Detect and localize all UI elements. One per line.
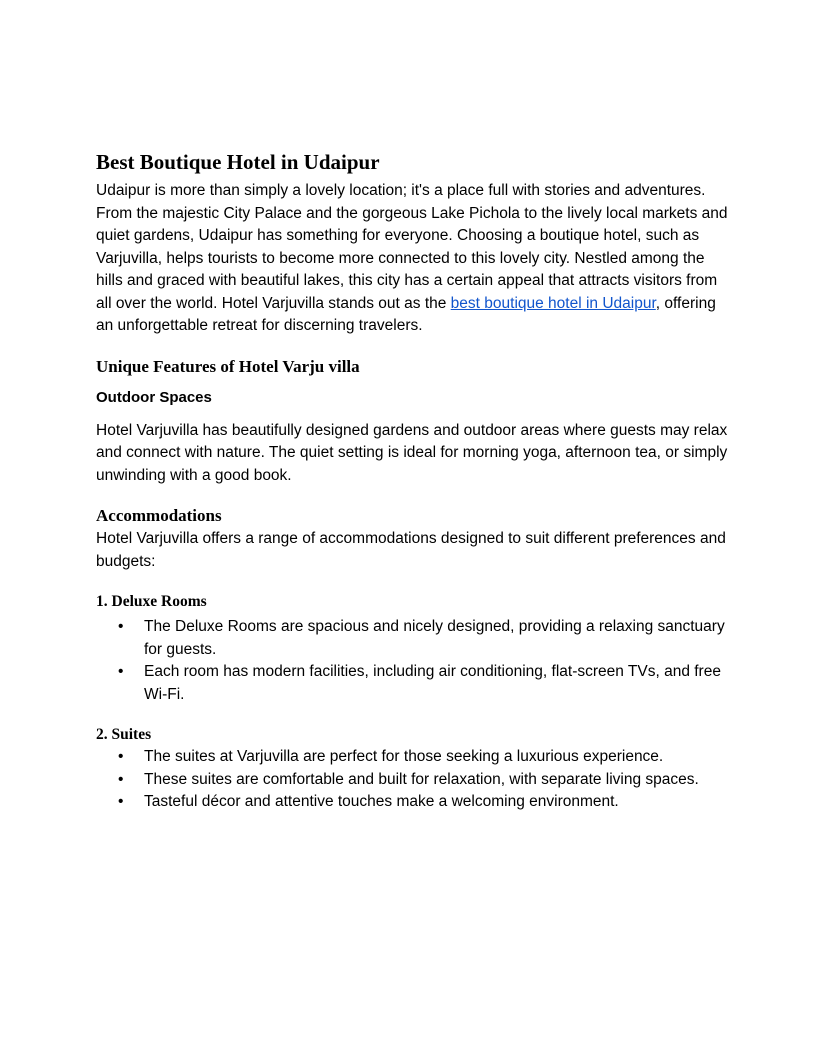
list-item-text: The Deluxe Rooms are spacious and nicely designed, providing a relaxing sanctuary for guests. <box>144 618 725 658</box>
list-item-text: Each room has modern facilities, including air conditioning, flat-screen TVs, and free Wi-Fi. <box>144 663 721 703</box>
intro-paragraph <box>96 180 728 338</box>
intro-text-after-link: , offering an unforgettable retreat for discerning travelers. <box>96 294 716 334</box>
bullet-icon: • <box>118 748 124 765</box>
document-page <box>96 148 728 814</box>
list-item <box>96 791 728 814</box>
boutique-hotel-link[interactable]: best boutique hotel in Udaipur <box>450 294 656 312</box>
list-item-text: Tasteful décor and attentive touches make a welcoming environment. <box>144 793 619 810</box>
outdoor-spaces-heading: Outdoor Spaces <box>96 388 212 406</box>
features-heading: Unique Features of Hotel Varju villa <box>96 356 360 376</box>
list-item <box>96 769 728 792</box>
deluxe-rooms-heading: 1. Deluxe Rooms <box>96 593 207 610</box>
bullet-icon: • <box>118 793 124 810</box>
bullet-icon: • <box>118 770 124 788</box>
list-item <box>96 746 728 769</box>
list-item-text: These suites are comfortable and built for relaxation, with separate living spaces. <box>144 770 699 788</box>
bullet-icon: • <box>118 663 124 680</box>
deluxe-rooms-list <box>96 616 728 706</box>
accommodations-paragraph: Hotel Varjuvilla offers a range of accommodations designed to suit different preferences and budgets: <box>96 530 726 570</box>
outdoor-spaces-paragraph: Hotel Varjuvilla has beautifully designed gardens and outdoor areas where guests may relax and connect with nature. The quiet setting is ideal for morning yoga, afternoon tea, or simply unwinding with a good book. <box>96 421 728 484</box>
accommodations-heading: Accommodations <box>96 506 222 525</box>
suites-list <box>96 746 728 814</box>
list-item <box>96 616 728 661</box>
list-item <box>96 661 728 706</box>
page-title: Best Boutique Hotel in Udaipur <box>96 150 380 174</box>
bullet-icon: • <box>118 618 124 635</box>
intro-text-before-link: Udaipur is more than simply a lovely location; it's a place full with stories and adventures. From the majestic City Palace and the gorgeous Lake Pichola to the lively local markets and quiet gardens, Udaipur has something for everyone. Choosing a boutique hotel, such as Varjuvilla, helps tourists to become more connected to this lovely city. Nestled among the hills and graced with beautiful lakes, this city has a certain appeal that attracts visitors from all over the world. Hotel Varjuvilla stands out as the <box>96 182 728 312</box>
list-item-text: The suites at Varjuvilla are perfect for those seeking a luxurious experience. <box>144 748 664 765</box>
suites-heading: 2. Suites <box>96 726 152 743</box>
